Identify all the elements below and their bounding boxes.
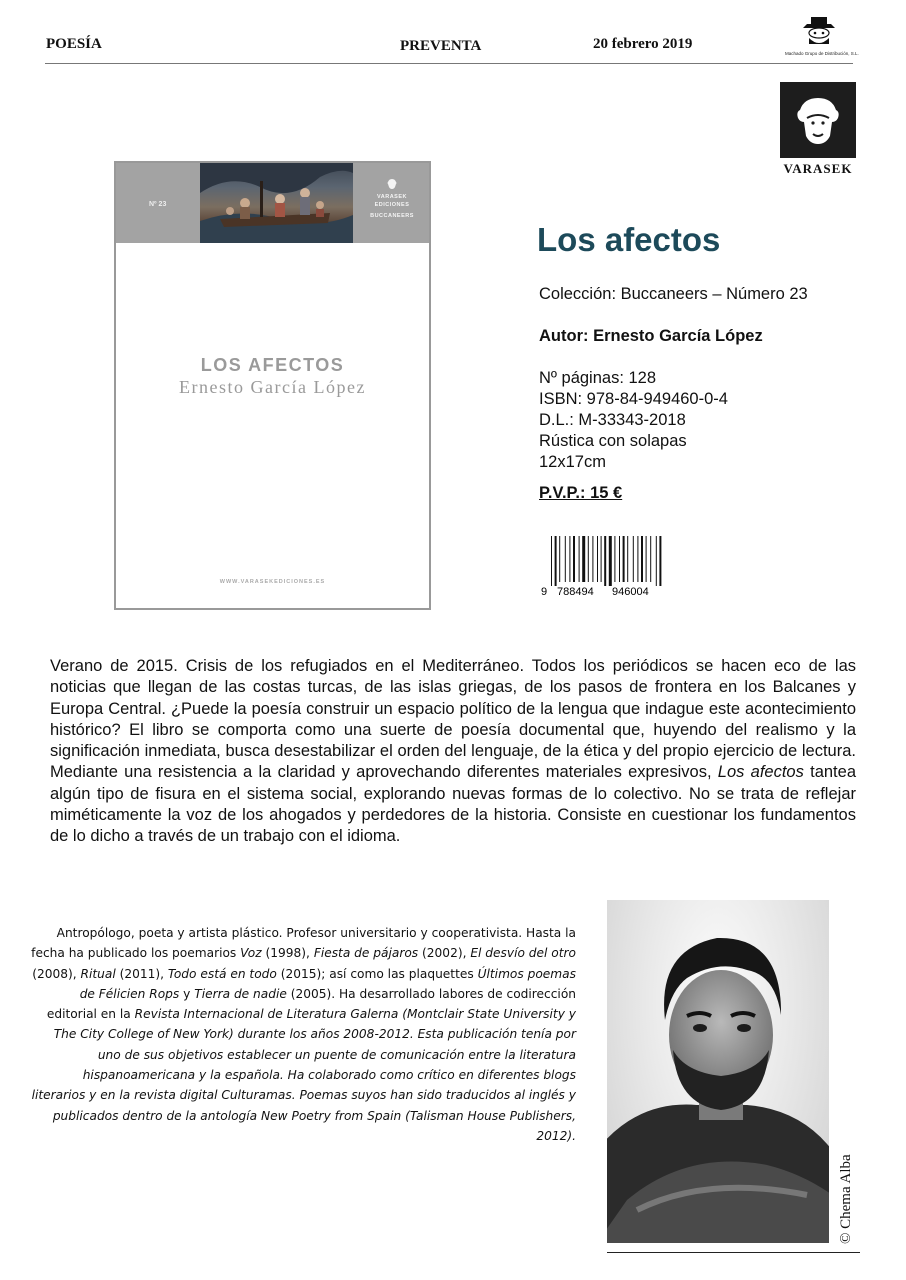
distributor-logo bbox=[785, 14, 859, 60]
barcode-bar bbox=[592, 536, 593, 582]
cover-collection: BUCCANEERS bbox=[370, 213, 414, 219]
barcode-bar bbox=[614, 536, 615, 582]
cover-title: LOS AFECTOS bbox=[200, 355, 345, 375]
bio-text-5: (2011), bbox=[115, 966, 168, 981]
bio-work-fiesta: Fiesta de pájaros bbox=[313, 946, 419, 961]
author-photo bbox=[607, 900, 829, 1243]
cover-number: Nº 23 bbox=[149, 201, 167, 208]
cover-publisher-line1: VARASEK bbox=[377, 194, 407, 200]
bio-work-ultimos: Últimos poemas de Félicien Rops bbox=[79, 966, 576, 1001]
description-part2: tantea algún tipo de fisura en el sistema social, explorando nuevas formas de lo colectivo. No se trata de reflejar miméticamente la voz de los ahogados y perdedores de la historia. Consiste en cuestionar los fundamentos de lo dicho a través de un trabajo con el idioma. bbox=[50, 763, 856, 846]
presale-label: PREVENTA bbox=[400, 38, 482, 54]
photo-underline bbox=[607, 1252, 860, 1253]
barcode-bar bbox=[588, 536, 589, 582]
barcode-bar bbox=[569, 536, 570, 582]
barcode-digits-right: 946004 bbox=[612, 586, 649, 598]
book-title: Los afectos bbox=[537, 221, 721, 258]
isbn-barcode bbox=[541, 536, 667, 600]
cover-image bbox=[200, 163, 353, 243]
isbn-line: ISBN: 978-84-949460-0-4 bbox=[539, 390, 728, 408]
size-line: 12x17cm bbox=[539, 453, 606, 471]
book-description bbox=[50, 656, 856, 848]
bio-text-8: (2005). Ha desarrollado labores de codirección editorial en la bbox=[46, 986, 576, 1022]
bio-text-6: (2015); así como las plaquettes bbox=[276, 966, 478, 981]
description-part1: Verano de 2015. Crisis de los refugiados en el Mediterráneo. Todos los periódicos se hacen eco de las noticias que llegan de las costas turcas, de las islas griegas, de los pasos de frontera en los Balcanes y Europa Central. ¿Puede la poesía construir un espacio político de la lengua que indague este acontecimiento histórico? El libro se comporta como una suerte de poesía documental que, huyendo del realismo y la significación inmediata, busca desestabilizar el orden del lenguaje, de la ética y del propio ejercicio de lectura. Mediante una resistencia a la claridad y aprovechando diferentes materiales expresivos, bbox=[50, 657, 856, 782]
cover-publisher-line2: EDICIONES bbox=[374, 202, 410, 208]
barcode-bar bbox=[582, 536, 585, 582]
bio-text-2: (1998), bbox=[261, 946, 314, 961]
raft-painting-icon bbox=[200, 163, 353, 243]
cover-author: Ernesto García López bbox=[179, 377, 366, 397]
barcode-bar bbox=[619, 536, 620, 582]
cover-publisher bbox=[366, 177, 418, 220]
barcode-bar bbox=[646, 536, 647, 582]
author-bio bbox=[30, 923, 576, 1146]
collection-line: Colección: Buccaneers – Número 23 bbox=[539, 285, 808, 303]
author-portrait-icon bbox=[607, 900, 829, 1243]
binding-line: Rústica con solapas bbox=[539, 432, 687, 450]
barcode-bar bbox=[623, 536, 625, 582]
bio-text-3: (2002), bbox=[418, 946, 471, 961]
bio-text-4: (2008), bbox=[32, 966, 81, 981]
barcode-bar bbox=[650, 536, 651, 582]
release-date: 20 febrero 2019 bbox=[593, 36, 693, 52]
sheep-icon bbox=[385, 177, 399, 191]
barcode-bar bbox=[656, 536, 657, 586]
price: P.V.P.: 15 € bbox=[539, 484, 623, 502]
barcode-bar bbox=[555, 536, 557, 586]
barcode-bar bbox=[604, 536, 606, 586]
barcode-bar bbox=[579, 536, 580, 582]
publisher-name: VARASEK bbox=[783, 161, 853, 176]
barcode-bar bbox=[641, 536, 643, 582]
bio-work-tierra: Tierra de nadie bbox=[194, 986, 287, 1001]
bio-work-desvio: El desvío del otro bbox=[470, 946, 576, 961]
bio-text-italic: Revista Internacional de Literatura Galerna (Montclair State University y The City College of New York) durante los años 2008-2012. Esta publicación tenía por uno de sus objetivos establecer un puente de comunicación entre la literatura hispanoamericana y la española. Ha colaborado como crítico en diferentes blogs literarios y en la revista digital Culturamas. Poemas suyos han sido traducidos al inglés y publicados dentro de la antología New Poetry from Spain (Talisman House Publishers, 2012). bbox=[31, 1007, 576, 1143]
barcode-bar bbox=[601, 536, 602, 582]
barcode-graphic bbox=[541, 536, 667, 600]
barcode-bar bbox=[627, 536, 628, 582]
book-details bbox=[539, 368, 728, 473]
bio-work-ritual: Ritual bbox=[80, 966, 116, 981]
bio-work-voz: Voz bbox=[240, 946, 262, 961]
hat-figure-icon bbox=[785, 14, 855, 50]
barcode-digits-left: 788494 bbox=[557, 586, 594, 598]
author-line: Autor: Ernesto García López bbox=[539, 327, 763, 345]
book-cover bbox=[114, 161, 431, 610]
bio-text-7: y bbox=[179, 986, 195, 1001]
barcode-bar bbox=[597, 536, 598, 582]
bio-text-1: Antropólogo, poeta y artista plástico. Profesor universitario y cooperativista. Hasta la fecha ha publicado los poemarios bbox=[31, 926, 576, 961]
barcode-bar bbox=[573, 536, 575, 582]
barcode-bar bbox=[559, 536, 560, 582]
cover-url: WWW.VARASEKEDICIONES.ES bbox=[219, 579, 326, 585]
sheep-icon bbox=[780, 82, 856, 158]
varasek-logo bbox=[780, 82, 856, 158]
photo-credit: © Chema Alba bbox=[838, 1154, 854, 1244]
barcode-bar bbox=[551, 536, 552, 586]
barcode-digit-first: 9 bbox=[541, 586, 548, 598]
distributor-caption: Machado Grupo de Distribución, S.L. bbox=[785, 51, 859, 56]
barcode-bar bbox=[637, 536, 638, 582]
header-divider bbox=[45, 63, 853, 64]
barcode-bar bbox=[633, 536, 634, 582]
bio-work-todo: Todo está en todo bbox=[167, 966, 277, 981]
description-title-italic: Los afectos bbox=[717, 763, 804, 782]
section-label: POESÍA bbox=[46, 36, 102, 52]
barcode-bar bbox=[565, 536, 566, 582]
barcode-bar bbox=[659, 536, 661, 586]
barcode-bar bbox=[609, 536, 612, 586]
pages-line: Nº páginas: 128 bbox=[539, 369, 657, 387]
legal-deposit-line: D.L.: M-33343-2018 bbox=[539, 411, 686, 429]
